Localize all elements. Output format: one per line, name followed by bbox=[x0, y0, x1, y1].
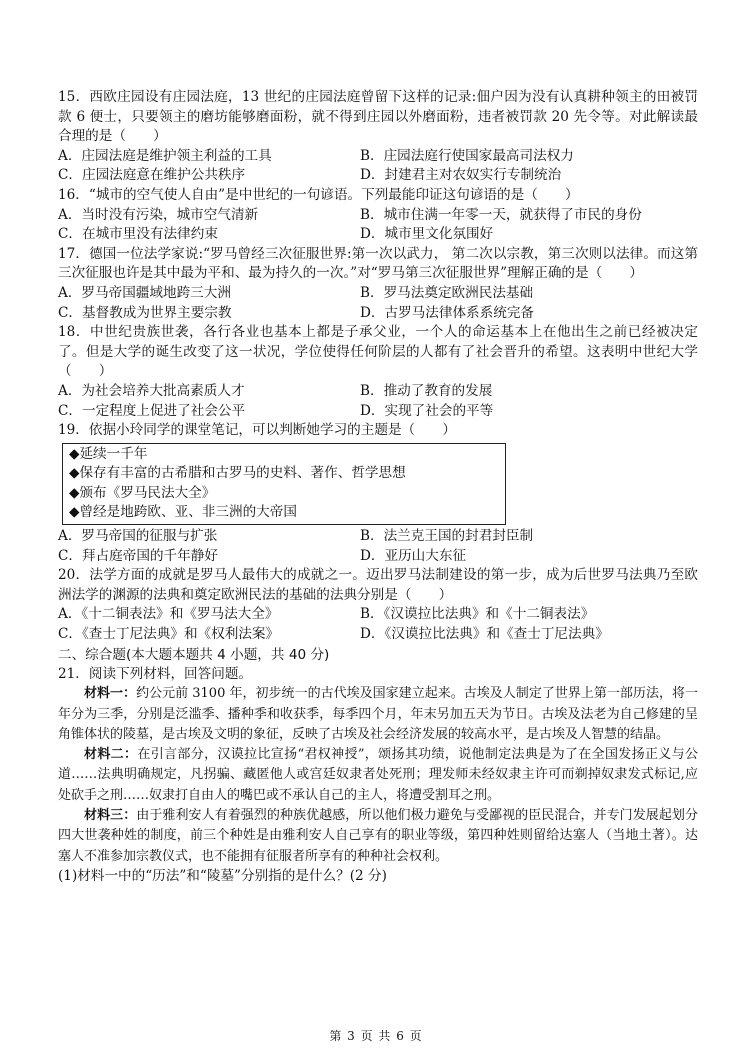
q17-option-a: A．罗马帝国疆域地跨三大洲 bbox=[58, 284, 231, 301]
q18-option-c: C．一定程度上促进了社会公平 bbox=[58, 402, 246, 419]
page-footer: 第 3 页 共 6 页 bbox=[329, 1029, 423, 1043]
question-18-stem: 18．中世纪贵族世袭，各行各业也基本上都是子承父业，一个人的命运基本上在他出生之前已经被决定了。但是大学的诞生改变了这一状况，学位使得任何阶层的人都有了社会晋升的希望。这表明中世纪大学（ ） bbox=[58, 324, 698, 380]
material-1-text: 约公元前 3100 年，初步统一的古代埃及国家建立起来。古埃及人制定了世界上第一部历法，将一年分为三季，分别是泛滥季、播种季和收获季，每季四个月，年末另加五天为节日。古埃及法老为自己修建的呈角锥体状的陵墓，是古埃及文明的象征，反映了古埃及社会经济发展的较高水平，是古埃及人智慧的结晶。 bbox=[58, 686, 698, 742]
q16-option-c: C．在城市里没有法律约束 bbox=[58, 226, 218, 243]
question-17-stem: 17．德国一位法学家说:“罗马曾经三次征服世界:第一次以武力， 第二次以宗教，第三次则以法律。而这第三次征服也许是其中最为平和、最为持久的一次。”对“罗马第三次征服世界”理解正确的是（ ） bbox=[58, 245, 698, 282]
material-1-label: 材料一： bbox=[84, 686, 137, 702]
material-2 bbox=[58, 745, 698, 806]
question-18-options bbox=[58, 382, 698, 421]
q15-option-c: C．庄园法庭意在维护公共秩序 bbox=[58, 167, 246, 184]
question-19-options bbox=[58, 527, 698, 566]
class-notes-box bbox=[62, 443, 506, 525]
q16-option-b: B．城市住满一年零一天，就获得了市民的身份 bbox=[360, 206, 642, 223]
material-1 bbox=[58, 684, 698, 745]
q18-option-d: D．实现了社会的平等 bbox=[360, 402, 494, 419]
q20-option-c: C．《查士丁尼法典》和《权利法案》 bbox=[58, 626, 280, 643]
note-item: ◆颁布《罗马民法大全》 bbox=[69, 484, 216, 501]
section-2-heading: 二、综合题(本大题本题共 4 小题，共 40 分) bbox=[58, 646, 330, 663]
q18-option-a: A．为社会培养大批高素质人才 bbox=[58, 382, 245, 399]
question-19-stem: 19．依据小玲同学的课堂笔记，可以判断她学习的主题是（ ） bbox=[58, 422, 456, 439]
note-item: ◆延续一千年 bbox=[69, 445, 148, 462]
material-2-label: 材料二： bbox=[84, 747, 138, 763]
q20-option-b: B．《汉谟拉比法典》和《十二铜表法》 bbox=[360, 606, 595, 623]
note-item: ◆保存有丰富的古希腊和古罗马的史料、著作、哲学思想 bbox=[69, 465, 406, 482]
q19-option-b: B．法兰克王国的封君封臣制 bbox=[360, 528, 534, 545]
material-3-label: 材料三： bbox=[84, 808, 137, 823]
q16-option-a: A．当时没有污染，城市空气清新 bbox=[58, 206, 259, 223]
note-item: ◆曾经是地跨欧、亚、非三洲的大帝国 bbox=[69, 504, 297, 521]
question-16-stem: 16．“城市的空气使人自由”是中世纪的一句谚语。下列最能印证这句谚语的是（ ） bbox=[58, 186, 579, 203]
question-21-intro: 21．阅读下列材料，回答问题。 bbox=[58, 665, 253, 682]
exam-page bbox=[58, 88, 698, 886]
question-20-stem: 20．法学方面的成就是罗马人最伟大的成就之一。迈出罗马法制建设的第一步，成为后世罗马法典乃至欧洲法学的渊源的法典和奠定欧洲民法的基础的法典分别是（ ） bbox=[58, 567, 698, 603]
q19-option-c: C．拜占庭帝国的千年静好 bbox=[58, 547, 218, 564]
q18-option-b: B．推动了教育的发展 bbox=[360, 382, 493, 399]
q16-option-d: D．城市里文化氛围好 bbox=[360, 226, 494, 243]
question-16-options bbox=[58, 206, 698, 245]
material-3-text: 由于雅利安人有着强烈的种族优越感，所以他们极力避免与受鄙视的臣民混合，并专门发展起划分四大世袭种姓的制度，前三个种姓是由雅利安人自己享有的职业等级，第四种姓则留给达塞人（当地土著）。达塞人不准参加宗教仪式，也不能拥有征服者所享有的种种社会权利。 bbox=[58, 808, 698, 864]
q20-option-d: D．《汉谟拉比法典》和《查士丁尼法典》 bbox=[360, 626, 609, 643]
material-3 bbox=[58, 806, 698, 867]
q15-option-b: B．庄园法庭行使国家最高司法权力 bbox=[360, 147, 574, 164]
q15-option-d: D．封建君主对农奴实行专制统治 bbox=[360, 167, 562, 184]
q17-option-c: C．基督教成为世界主要宗教 bbox=[58, 304, 232, 321]
q17-option-d: D．古罗马法律体系系统完备 bbox=[360, 304, 535, 321]
q20-option-a: A．《十二铜表法》和《罗马法大全》 bbox=[58, 606, 279, 623]
material-2-text: 在引言部分，汉谟拉比宣扬“君权神授”，颂扬其功绩，说他制定法典是为了在全国发扬正义与公道……法典明确规定，凡拐骗、藏匿他人或宫廷奴隶者处死刑；理发师未经奴隶主许可而剃掉奴隶发式标记,应处砍手之刑……奴隶打自由人的嘴巴或不承认自己的主人，将遭受割耳之刑。 bbox=[58, 747, 698, 803]
q19-option-a: A．罗马帝国的征服与扩张 bbox=[58, 528, 218, 545]
q17-option-b: B．罗马法奠定欧洲民法基础 bbox=[360, 284, 534, 301]
q19-option-d: D．亚历山大东征 bbox=[360, 547, 467, 564]
question-15-stem: 15．西欧庄园设有庄园法庭，13 世纪的庄园法庭曾留下这样的记录:佃户因为没有认真耕种领主的田被罚款 6 便士，只要领主的磨坊能够磨面粉，就不得到庄园以外磨面粉，违者被罚款 20 先令等。对此解读最合理的是（ ） bbox=[58, 89, 698, 145]
question-15-options bbox=[58, 147, 698, 186]
question-17-options bbox=[58, 284, 698, 323]
question-20-options bbox=[58, 605, 698, 644]
q15-option-a: A．庄园法庭是维护领主利益的工具 bbox=[58, 147, 272, 164]
question-21-sub-1: (1)材料一中的“历法”和“陵墓”分别指的是什么？(2 分) bbox=[58, 867, 387, 884]
